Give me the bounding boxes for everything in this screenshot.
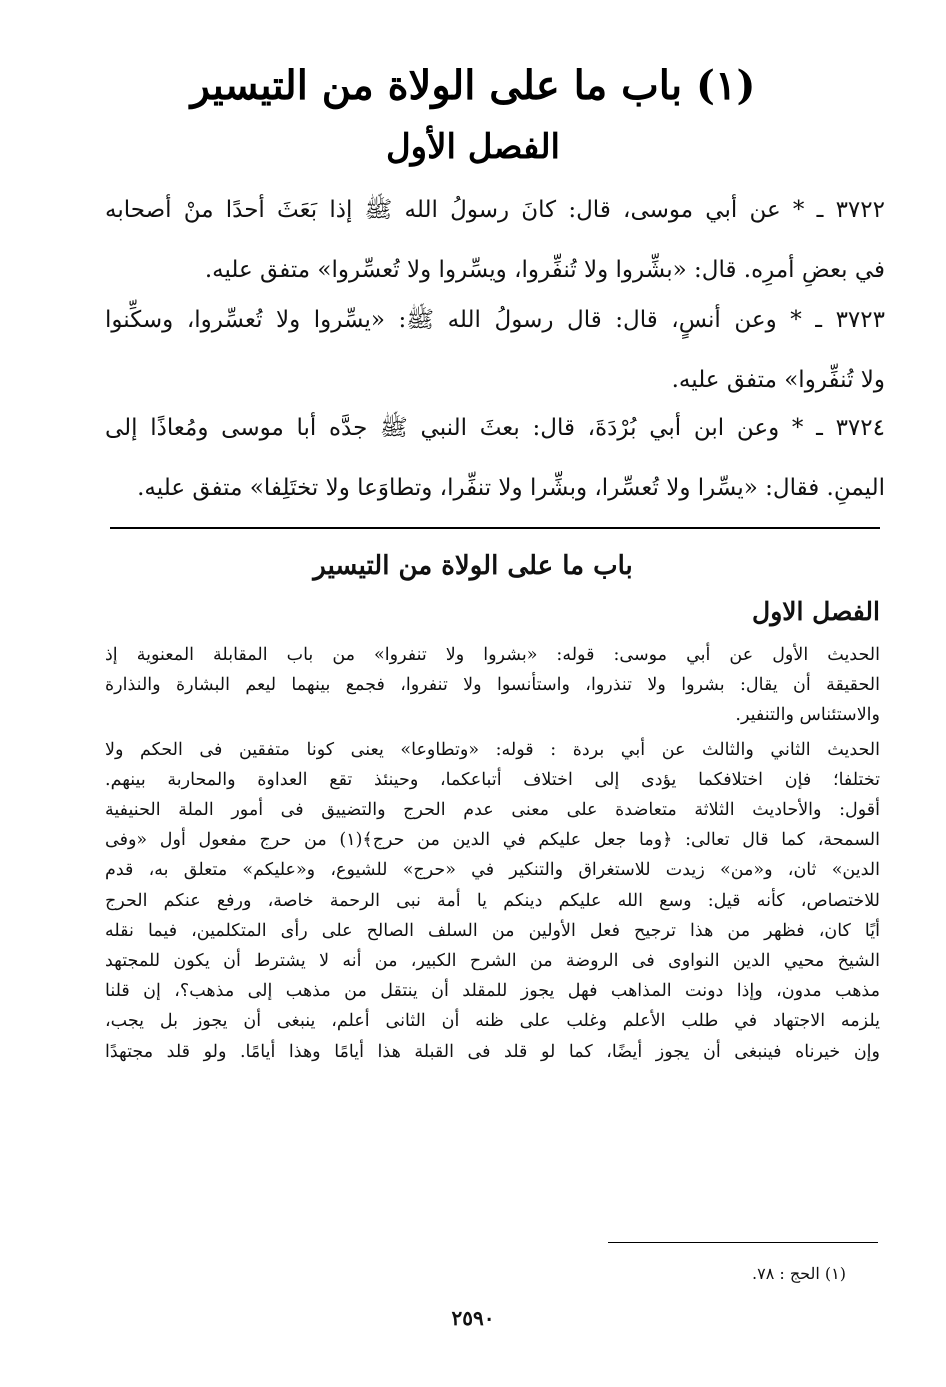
commentary-paragraph [105,640,880,731]
commentary-body [105,640,880,1071]
commentary-line: للاختصاص، كأنه قيل: وسع الله عليكم دينكم يا أمة نبى الرحمة خاصة، ورفع عنكم الحرج [105,890,880,911]
commentary-paragraph [105,735,880,1067]
commentary-line: أقول: والأحاديث الثلاثة متعاضدة على معنى عدم الحرج والتضييق فى أمور الملة الحنيفية [105,800,880,821]
commentary-line: الحديث الأول عن أبي موسى: قوله: «بشروا ولا تنفروا» من باب المقابلة المعنوية إذ [105,645,880,665]
commentary-title: باب ما على الولاة من التيسير [313,551,633,581]
commentary-line: الشيخ محيي الدين النواوى فى الروضة من الشرح الكبير، من أنه لا يشترط أن يكون للمجتهد [105,951,880,972]
page-number: ٢٥٩٠ [451,1306,495,1330]
hadith-3724 [105,398,885,518]
commentary-line: يلزمه الاجتهاد في طلب الأعلم وغلب على ظنه أن الثانى أعلم، ينبغى أن يجوز بل يجب، [105,1011,880,1032]
commentary-line: السمحة، كما قال تعالى: ﴿وما جعل عليكم في الدين من حرج﴾(١) من حرج مفعول أول «وفى [105,830,881,851]
hadith-3722 [105,180,885,300]
hadith-line: ٣٧٢٣ ـ * وعن أنسٍ، قال: قال رسولُ الله ﷺ: «يسِّروا ولا تُعسِّروا، وسكِّنوا [105,307,885,333]
commentary-line: أيًا كان، فظهر من هذا ترجيح فعل الأولين من السلف الصالح على رأى المتكلمين، فيما نقله [105,920,880,941]
hadith-line: ٣٧٢٢ ـ * عن أبي موسى، قال: كانَ رسولُ الله ﷺ إذا بَعَثَ أحدًا منْ أصحابه [105,197,885,223]
commentary-line: الدين» ثان، و«من» زيدت للاستغراق والتنكير في «حرج» للشيوع، و«عليكم» متعلق به، قدم [105,860,880,881]
hadith-line: ولا تُنفِّروا» متفق عليه. [671,367,885,393]
commentary-subtitle: الفصل الاول [752,597,880,626]
hadith-line: اليمنِ. فقال: «يسِّرا ولا تُعسِّرا، وبشِّرا ولا تنفِّرا، وتطاوَعا ولا تختَلِفا» متفق عليه. [137,475,885,501]
hadith-3723 [105,290,885,410]
footnote: (١) الحج : ٧٨. [752,1264,846,1283]
chapter-subtitle: الفصل الأول [385,127,561,167]
commentary-line: وإن خيرناه فينبغى أن يجوز أيضًا، كما لو قلد فى القبلة هذا أيامًا وهذا أيامًا. ولو قلد مجتهدًا [105,1041,880,1062]
section-divider [110,527,880,529]
hadith-line: في بعضِ أمرِه. قال: «بشِّروا ولا تُنفِّروا، ويسِّروا ولا تُعسِّروا» متفق عليه. [204,257,885,283]
commentary-line: الحديث الثاني والثالث عن أبي بردة : قوله: «وتطاوعا» يعنى كونا متفقين فى الحكم ولا [105,739,880,760]
hadith-line: ٣٧٢٤ ـ * وعن ابن أبي بُرْدَةَ، قال: بعثَ النبي ﷺ جدَّه أبا موسى ومُعاذًا إلى [105,415,885,441]
commentary-line: والاستئناس والتنفير. [735,705,880,726]
commentary-line: تختلفا؛ فإن اختلافكما يؤدى إلى اختلاف أتباعكما، وحينئذ تقع العداوة والمحاربة بينهم. [105,769,880,790]
commentary-line: مذهب مدون، وإذا دونت المذاهب فهل يجوز للمقلد أن ينتقل من مذهب إلى مذهب؟، إن قلنا [105,981,880,1002]
footnote-divider [608,1242,878,1243]
chapter-title: (١) باب ما على الولاة من التيسير [190,62,756,109]
commentary-line: الحقيقة أن يقال: بشروا ولا تنذروا، واستأنسوا ولا تنفروا، فجمع بينهما ليعم البشارة والنذارة [105,675,880,696]
